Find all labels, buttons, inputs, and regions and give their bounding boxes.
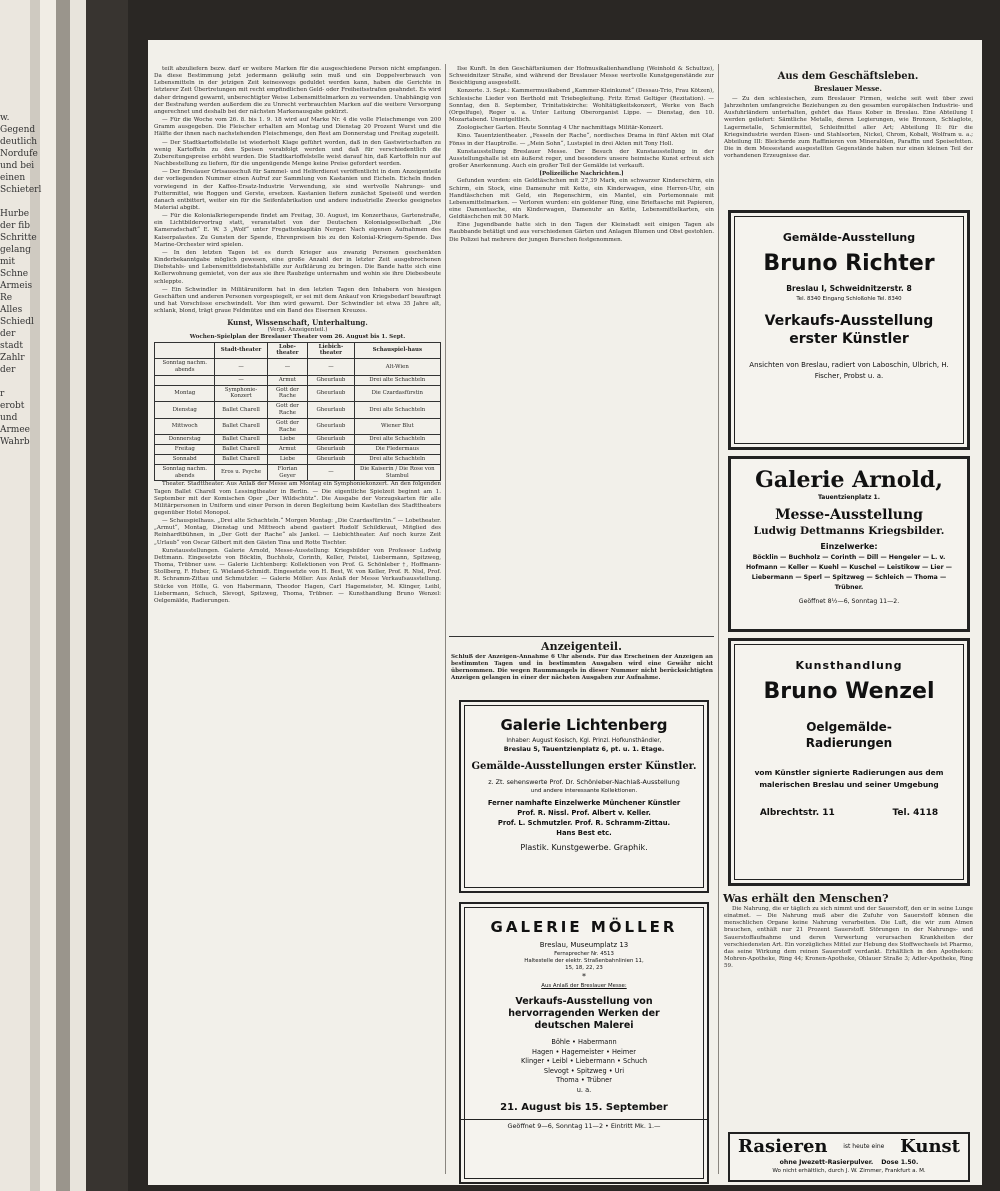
- table-cell: Liebe: [267, 435, 308, 445]
- table-row: [155, 454, 441, 464]
- article-paragraph: Theater. Stadttheater. Aus Anlaß der Messe am Montag ein Symphoniekonzert. An den folgenden Tagen Ballet Charell vom Lessingtheater in Berlin. — Die eigentliche Spielzeit beginnt am 1. September mit der Komischen Oper „Der Wildschütz“. Die Ausgabe der Vorzugskarten für alle Militärpersonen in Uniform und einer Person in deren Begleitung beim Kastellan des Stadttheaters gegenüber Hotel Monopol.: [154, 481, 441, 516]
- table-row: [155, 464, 441, 481]
- table-cell: —: [267, 359, 308, 376]
- table-cell: Liebe: [267, 454, 308, 464]
- pharmo-heading: Was erhält den Menschen?: [723, 892, 889, 905]
- table-cell: Drei alte Schachteln: [354, 375, 440, 385]
- ad-title: Bruno Richter: [763, 251, 935, 276]
- ad-text: Dose 1.50.: [881, 1159, 919, 1166]
- binding-text-fragment: w. Gegend deutlich Nordufe und bei einen Schieterl Hurbe der fib Schritte gelang mit Schne Armeis Re Alles Schiedl der stadt Zahlr der r erobt und Armee Wahrb: [0, 113, 42, 447]
- ad-text: Radierungen: [805, 736, 893, 750]
- table-header: Schauspiel-haus: [354, 342, 440, 359]
- table-cell: Gott der Rache: [267, 402, 308, 419]
- business-heading: Aus dem Geschäftsleben.: [777, 71, 919, 82]
- table-cell: Ballet Charell: [215, 445, 267, 455]
- ad-text: Tauentzienplatz 1.: [817, 494, 881, 501]
- newspaper-page: [148, 40, 982, 1185]
- ad-text: u. a.: [576, 1085, 592, 1094]
- table-cell: Ballet Charell: [215, 402, 267, 419]
- table-cell: Drei alte Schachteln: [354, 454, 440, 464]
- ad-text: Breslau 5, Tauentzienplatz 6, pt. u. 1. Etage.: [503, 745, 665, 753]
- ad-text: Gemälde-Ausstellungen erster Künstler.: [471, 761, 697, 772]
- ad-title: Bruno Wenzel: [763, 679, 935, 704]
- table-cell: Symphonie-Konzert: [215, 385, 267, 402]
- ad-text: Wo nicht erhältlich, durch J. W. Zimmer, Frankfurt a. M.: [772, 1168, 926, 1174]
- section-heading: Kunst, Wissenschaft, Unterhaltung.: [227, 318, 368, 328]
- table-cell: Ballet Charell: [215, 435, 267, 445]
- column-rule: [445, 64, 446, 1174]
- ad-galerie-moeller: GALERIE MÖLLER Breslau, Museumplatz 13 Fernsprecher Nr. 4513 Haltestelle der elektr. Straßenbahnlinien 11, 15, 18, 22, 23 * Aus Anlaß der Breslauer Messe: Verkaufs-Ausstellung von hervorragenden Werken der deutschen Malerei Böhle • Habermann Hagen • Hagemeister • Heimer Klinger • Leibl • Liebermann • Schuch Slevogt • Spitzweg • Uri Thoma • Trübner u. a. 21. August bis 15. September Geöffnet 9—6, Sonntag 11—2 • Eintritt Mk. 1.—: [459, 902, 709, 1184]
- table-cell: Drei alte Schachteln: [354, 402, 440, 419]
- table-cell: Alt-Wien: [354, 359, 440, 376]
- table-row: [155, 402, 441, 419]
- ad-text: ohne Jwezett-Rasierpulver.: [779, 1159, 874, 1166]
- ad-title: Galerie Lichtenberg: [500, 716, 668, 734]
- table-cell: Gheurlaub: [308, 385, 354, 402]
- table-cell: Wiener Blut: [354, 418, 440, 435]
- table-cell: Sonntag nachm. abends: [155, 359, 215, 376]
- table-cell: Freitag: [155, 445, 215, 455]
- ad-text: Aus Anlaß der Breslauer Messe:: [541, 983, 627, 989]
- table-cell: —: [308, 464, 354, 481]
- article-paragraph: Konzerte. 3. Sept.: Kammermusikabend „Kammer-Kleinkunst“ (Dessau-Trio, Frau Kötzen), Schlesische Lieder von Berthold mit Triebegleitung. Fritz Ernst Geltiger (Rezitation). — Sonntag, den 8. September, Trinitatiskirche: Wohltätigkeitskonzert, Werke von Bach (Orgelfuge), Reger u. a. Unter Leitung Oberorganist Lippe. — Dienstag, den 10. Mozartabend. Unentgeltlich.: [449, 88, 714, 124]
- table-cell: Die Czardasfürstin: [354, 385, 440, 402]
- ad-text: Ludwig Dettmanns Kriegsbilder.: [753, 525, 945, 537]
- article-paragraph: Eine Jugendbande hatte sich in den Tagen der Kleinstadt seit einigen Tagen als Raubbande betätigt und aus verschiedenen Gärten und Anlagen Blumen und Obst gestohlen. Die Polizei hat mehrere der jungen Burschen festgenommen.: [449, 222, 714, 243]
- article-paragraph: — Zu den schlesischen, zum Breslauer Firmen, welche seit weit über zwei Jahrzehnten umfangreiche Beziehungen zu den gesamten europäischen Industrie- und Ausfuhrländern unterhalten, gehört das Haus Kober in Breslau. Eine Abteilung I werden geliefert: Sämtliche Metalle, deren Legierungen, wie Bronzen, Schlaglote, Lagermetalle, Schmiermittel, Schleifmittel aller Art; Abteilung II: für die Kriegsindustrie werden Eisen- und Stahlsorten, Nickel, Chrom, Kobalt, Wolfram u. a.; Abteilung III: Bleicherde zum Raffinieren von Mineralölen, Paraffin und Speisefetten. Die in dem Messestand ausgestellten Gegenstände haben nur einen kleinen Teil der vorhandenen Erzeugnisse dar.: [724, 96, 973, 160]
- column-local-news: [154, 66, 441, 1166]
- ad-text: Thoma • Trübner: [556, 1076, 612, 1084]
- article-paragraph: Die Nahrung, die er täglich zu sich nimmt und der Sauerstoff, den er in seine Lunge einatmet. — Die Nahrung muß aber die Zufuhr von Sauerstoff können die menschlichen Organe keine Nahrung verarbeiten. Die Luft, die wir zum Atmen brauchen, enthält nur 21 Prozent Sauerstoff. Störungen in der Nahrungs- und Sauerstoffaufnahme und deren Verwertung verursachen Krankheiten der verschiedensten Art. Ein vorzügliches Mittel zur Hebung des Stoffwechsels ist Pharmo, das seine Wirkung dem reinen Sauerstoff verdankt. Erhältlich in den Apotheken: Mohren-Apotheke, Ring 44; Kronen-Apotheke, Ohlauer Straße 3; Adler-Apotheke, Ring 59.: [724, 906, 973, 970]
- anzeigen-heading: Anzeigenteil.: [541, 640, 622, 653]
- ad-rasieren: [728, 1132, 970, 1182]
- ad-galerie-arnold: [728, 456, 970, 632]
- ad-text: vom Künstler signierte Radierungen aus dem malerischen Breslau und seiner Umgebung: [754, 768, 944, 789]
- table-row: [155, 359, 441, 376]
- business-subheading: Breslauer Messe.: [814, 84, 882, 93]
- table-cell: Mittwoch: [155, 418, 215, 435]
- table-row: [155, 435, 441, 445]
- table-cell: Donnerstag: [155, 435, 215, 445]
- article-paragraph: — Für die Woche vom 26. 8. bis 1. 9. 18 wird auf Marke Nr. 4 die volle Fleischmenge von 200 Gramm ausgegeben. Die Fleischer erhalten am Montag und Dienstag 20 Prozent Wurst und die Hälfte der ihnen nach nachstehenden Fleischmenge, den Rest am Donnerstag und Freitag zugeteilt.: [154, 117, 441, 138]
- ad-text: Prof. L. Schmutzler. Prof. R. Schramm-Zittau.: [497, 819, 671, 827]
- ad-title: Rasieren: [738, 1136, 828, 1157]
- ad-text: Haltestelle der elektr. Straßenbahnlinien 11, 15, 18, 22, 23: [524, 958, 644, 971]
- ad-text: Prof. R. Nissl. Prof. Albert v. Keller.: [517, 809, 651, 817]
- ad-text: Klinger • Leibl • Liebermann • Schuch: [520, 1057, 648, 1065]
- table-cell: [155, 375, 215, 385]
- table-row: [155, 418, 441, 435]
- table-cell: Gheurlaub: [308, 435, 354, 445]
- ad-text: ist heute eine: [843, 1143, 885, 1150]
- book-binding: [0, 0, 128, 1191]
- column-rule: [718, 64, 719, 1174]
- table-cell: Ballet Charell: [215, 454, 267, 464]
- table-cell: Die Fledermaus: [354, 445, 440, 455]
- article-paragraph: — In den letzten Tagen ist es durch Krieger aus zwanzig Personen geschenkten Kinderbekanntgabe möglich gewesen, eine große Anzahl der in letzter Zeit ausgebrochenen Diebstahls- und Lebensmitteldiebstahlsfälle zur Aufklärung zu bringen. Die Bande hatte sich eine Kellerwohnung gemietet, von der aus sie ihre Raubzüge unternahm und wohin sie ihre Diebesbeute schleppte.: [154, 249, 441, 285]
- table-cell: Gott der Rache: [267, 418, 308, 435]
- table-cell: Gheurlaub: [308, 454, 354, 464]
- ad-text: Ferner namhafte Einzelwerke Münchener Künstler: [487, 799, 681, 807]
- ad-text: Hans Best etc.: [556, 829, 612, 837]
- ad-text: Messe-Ausstellung: [775, 507, 923, 523]
- table-header: Lobe-theater: [267, 342, 308, 359]
- article-paragraph: Kunstausstellungen. Galerie Arnold, Messe-Ausstellung: Kriegsbilder von Professor Ludwig Dettmann. Eingesetzte von Böcklin, Buchholz, Corinth, Keller, Feistel, Liebermann, Spitzweg, Thoma, Trübner usw. — Galerie Lichtenberg: Kollektionen von Prof. G. Schönleber †, Hoffmann-Stollberg, F. Huber, G. Wieland-Schmidt. Eingesetzte von H. Best, W. von Keller, Prof. R. Nisl, Prof. R. Schramm-Zittau und Schmutzler. — Galerie Möller: Aus Anlaß der Messe Verkaufsausstellung. Stücke von Hölle, G. von Habermann, Theodor Hagen, Carl Hagemeister, M. Klinger, Leibl, Liebermann, Schuch, Slevogt, Spitzweg, Thoma, Trübner. — Kunsthandlung Bruno Wenzel: Oelgemälde, Radierungen.: [154, 547, 441, 604]
- table-cell: Armut: [267, 445, 308, 455]
- ad-text: Einzelwerke:: [820, 542, 878, 551]
- ad-text: Verkaufs-Ausstellung: [764, 313, 934, 329]
- table-cell: Drei alte Schachteln: [354, 435, 440, 445]
- article-paragraph: — Für die Kolonialkriegerspende findet am Freitag, 30. August, im Konzerthaus, Gartenstraße, ein Lichtbildervortrag statt, veranstaltet von der Deutschen Kolonialgesellschaft „Die Kameradschaft“ E. W. 3 „Wolf“ unter Fregattenkapitän Nerger. Nach eigenen Aufnahmen des Kaiserpalastes. Zu Gunsten der Spende, Ehrenpreisen bis zu den Kolonial-Kriegern-Spende. Das Marine-Orchester wird spielen.: [154, 213, 441, 248]
- ad-bruno-wenzel: [728, 638, 970, 886]
- table-cell: Armut: [267, 375, 308, 385]
- table-cell: Die Kaiserin / Die Rose von Stambul: [354, 464, 440, 481]
- table-row: [155, 445, 441, 455]
- ad-text: Plastik. Kunstgewerbe. Graphik.: [520, 843, 648, 852]
- theater-schedule-table: [154, 342, 441, 482]
- ad-text: Breslau I, Schweidnitzerstr. 8: [786, 284, 912, 293]
- article-paragraph: Kino. Tauentzientheater. „Fesseln der Rache“, nordisches Drama in fünf Akten mit Olaf Fönss in der Hauptrolle. — „Mein Sohn“, Lustspiel in drei Akten mit Tony Holl.: [449, 133, 714, 147]
- article-paragraph: — Der Stadtkartoffelstelle ist wiederholt Klage geführt worden, daß in den Gastwirtschaften zu wenig Kartoffeln zu den Speisen verabfolgt werden und daß für verschiedentlich die Zubereitungspreise erhöht wurden. Die Stadtkartoffelstelle weist darauf hin, daß Kartoffeln nur auf Nachbestellung zu liefern, für die ungenügende Menge keine Preise gefordert werden.: [154, 139, 441, 168]
- ad-text: Böcklin — Buchholz — Corinth — Dill — Hengeler — L. v. Hofmann — Keller — Kuehl — Kuschel — Leistikow — Lier — Liebermann — Sperl — Spitzweg — Schleich — Thoma — Trübner.: [746, 554, 952, 591]
- table-cell: Sonnabd: [155, 454, 215, 464]
- table-cell: Montag: [155, 385, 215, 402]
- ad-text: Hagen • Hagemeister • Heimer: [532, 1047, 636, 1056]
- ad-text: und andere interessante Kollektionen.: [530, 788, 638, 794]
- table-cell: Eros u. Psyche: [215, 464, 267, 481]
- table-cell: Gheurlaub: [308, 418, 354, 435]
- ad-title: Galerie Arnold,: [755, 467, 943, 493]
- table-cell: Gheurlaub: [308, 375, 354, 385]
- table-cell: Gheurlaub: [308, 402, 354, 419]
- ad-text: Oelgemälde-: [806, 720, 892, 734]
- table-cell: —: [215, 359, 267, 376]
- table-row: [155, 375, 441, 385]
- table-header: [155, 342, 215, 359]
- article-paragraph: Kunstausstellung Breslauer Messe. Der Besuch der Kunstausstellung in der Ausstellungshalle ist ein äußerst reger, und besonders unsere heimische Kunst erfreut sich großer Anerkennung. Auch ein großer Teil der Gemälde ist verkauft.: [449, 148, 714, 170]
- ad-text: Verkaufs-Ausstellung von hervorragenden Werken der deutschen Malerei: [508, 996, 660, 1031]
- ad-text: erster Künstler: [789, 331, 909, 347]
- ad-text: Geöffnet 9—6, Sonntag 11—2 • Eintritt Mk. 1.—: [461, 1119, 707, 1132]
- table-cell: Florian Geyer: [267, 464, 308, 481]
- ad-title: Kunsthandlung: [795, 659, 903, 672]
- article-paragraph: teilt abzuliefern bezw. darf er weitere Marken für die ausgeschiedene Person nicht empfangen. Da diese Bestimmung jetzt jedermann geläufig sein muß und ein Doppelverbrauch von Lebensmitteln in der jetzigen Zeit keineswegs geduldet werden kann, haben die Gerichte in letzterer Zeit Übertretungen mit recht empfindlichen Geld- oder Freiheitsstrafen geahndet. Es wird daher dringend gewarnt, unberechtigter Weise Lebensmittelmarken zu verwenden. Unabhängig von der Bestrafung werden außerdem die zu Unrecht verbrauchten Marken auf die weitere Versorgung angerechnet und deshalb bei der nächsten Markenausgabe gekürzt.: [154, 66, 441, 115]
- table-cell: Sonntag nachm. abends: [155, 464, 215, 481]
- ad-address: Albrechtstr. 11: [759, 808, 835, 818]
- ad-text: Tel. 8340 Eingang Schloßohle Tel. 8340: [796, 296, 902, 302]
- column-arts-police: [449, 66, 714, 626]
- ad-bruno-richter: [728, 210, 970, 450]
- ad-title: GALERIE MÖLLER: [490, 918, 678, 936]
- business-article: [724, 96, 973, 204]
- table-cell: Dienstag: [155, 402, 215, 419]
- pharmo-article: [724, 906, 973, 1126]
- ad-text: Breslau, Museumplatz 13: [539, 941, 629, 949]
- ad-text: Geöffnet 8½—6, Sonntag 11—2.: [798, 598, 900, 605]
- table-cell: —: [215, 375, 267, 385]
- ad-text: Ansichten von Breslau, radiert von Laboschin, Ulbrich, H. Fischer, Probst u. a.: [749, 361, 949, 380]
- article-paragraph: Zoologischer Garten. Heute Sonntag 4 Uhr nachmittags Militär-Konzert.: [457, 125, 664, 132]
- section-subheading: (Vergl. Anzeigenteil.): [267, 327, 328, 334]
- ad-title: Kunst: [900, 1136, 960, 1157]
- table-cell: Gott der Rache: [267, 385, 308, 402]
- ad-text: z. Zt. sehenswerte Prof. Dr. Schönleber-Nachlaß-Ausstellung: [488, 778, 680, 786]
- ad-text: Slevogt • Spitzweg • Uri: [543, 1066, 625, 1075]
- article-paragraph: — Der Breslauer Ortsausschuß für Sammel- und Helferdienst veröffentlicht in dem Anzeigenteile der vorliegenden Nummer einen Aufruf zur Sammlung von Kastanien und Eicheln. Eicheln finden vorwiegend in der Kaffee-Ersatz-Industrie Verwendung, sie sind wertvolle Nahrungs- und Futtermittel, wie Roggen und Gerste, ersetzen. Kastanien liefern zunächst Speiseöl und werden danach entbittert, weiter ein für die Seifenfabrikation und andere industrielle Zwecke geeignetes Material abgibt.: [154, 169, 441, 211]
- table-header: Stadt-theater: [215, 342, 267, 359]
- ad-phone: Tel. 4118: [892, 808, 939, 818]
- table-cell: —: [308, 359, 354, 376]
- table-cell: Gheurlaub: [308, 445, 354, 455]
- table-row: [155, 385, 441, 402]
- article-paragraph: — Ein Schwindler in Militäruniform hat in den letzten Tagen den Inhabern von hiesigen Geschäften und anderen Personen vorgespiegelt, er sei mit dem Ankauf von Kriegsbedarf beauftragt und hat Vorschüsse erschwindelt. Vor ihm wird gewarnt. Der Schwindler ist etwa 35 Jahre alt, schlank, blond, trägt graue Feldmütze und ein Band des Eisernen Kreuzes.: [154, 286, 441, 315]
- police-news-heading: [Polizeiliche Nachrichten.]: [539, 171, 624, 178]
- ad-text: 21. August bis 15. September: [500, 1102, 668, 1113]
- ad-title: Gemälde-Ausstellung: [782, 231, 916, 244]
- article-paragraph: Gefunden wurden: ein Geldtäschchen mit 27,39 Mark, ein schwarzer Kinderschirm, ein Schirm, ein Stock, eine Damenuhr mit Kette, ein Kinderwagen, eine Herren-Uhr, ein Handtäschchen mit Geld, ein Regenschirm, ein Mantel, ein Portemonnaie mit Lebensmittelmarken. — Verloren wurden: ein goldener Ring, eine Brieftasche mit Papieren, eine Damentasche, ein Kinderwagen, Damenuhr an Kette, Lebensmittelkarten, ein Geldtäschchen mit 50 Mark.: [449, 178, 714, 221]
- anzeigen-notice: Schluß der Anzeigen-Annahme 6 Uhr abends. Für das Erscheinen der Anzeigen an bestimmten Tagen und in bestimmten Ausgaben wird eine Gewähr nicht übernommen. Die wegen Raummangels in dieser Nummer nicht berücksichtigten Anzeigen gelangen in einer der nächsten Ausgaben zur Aufnahme.: [451, 654, 713, 682]
- ad-text: Inhaber: August Kosisch, Kgl. Prinzl. Hofkunsthändler,: [506, 738, 662, 744]
- schedule-title: Wochen-Spielplan der Breslauer Theater vom 26. August bis 1. Sept.: [189, 334, 406, 341]
- ad-text: Böhle • Habermann: [551, 1038, 617, 1046]
- article-paragraph: Ilse Kunft. In den Geschäftsräumen der Hofmusikalienhandlung (Weinhold & Schultze), Schweidnitzer Straße, sind während der Breslauer Messe wertvolle Kunstgegenstände zur Besichtigung ausgestellt.: [449, 66, 714, 87]
- table-header: Liebich-theater: [308, 342, 354, 359]
- ad-galerie-lichtenberg: [459, 700, 709, 893]
- ad-text: Fernsprecher Nr. 4513: [554, 951, 614, 957]
- divider: [449, 636, 714, 637]
- article-paragraph: — Schauspielhaus. „Drei alte Schachteln.“ Morgen Montag: „Die Czardasfürstin.“ — Lobetheater. „Armut“, Montag, Dienstag und Mittwoch abend gastiert Rudolf Schildkraut, Mitglied des Reinhardtbühnen, in „Der Gott der Rache“ als Jankel. — Liebichtheater. Auf noch kurze Zeit „Urlaub“ von Oscar Gilbert mit den Gästen Tina und Rotte Tischter.: [154, 518, 441, 546]
- table-cell: Ballet Charell: [215, 418, 267, 435]
